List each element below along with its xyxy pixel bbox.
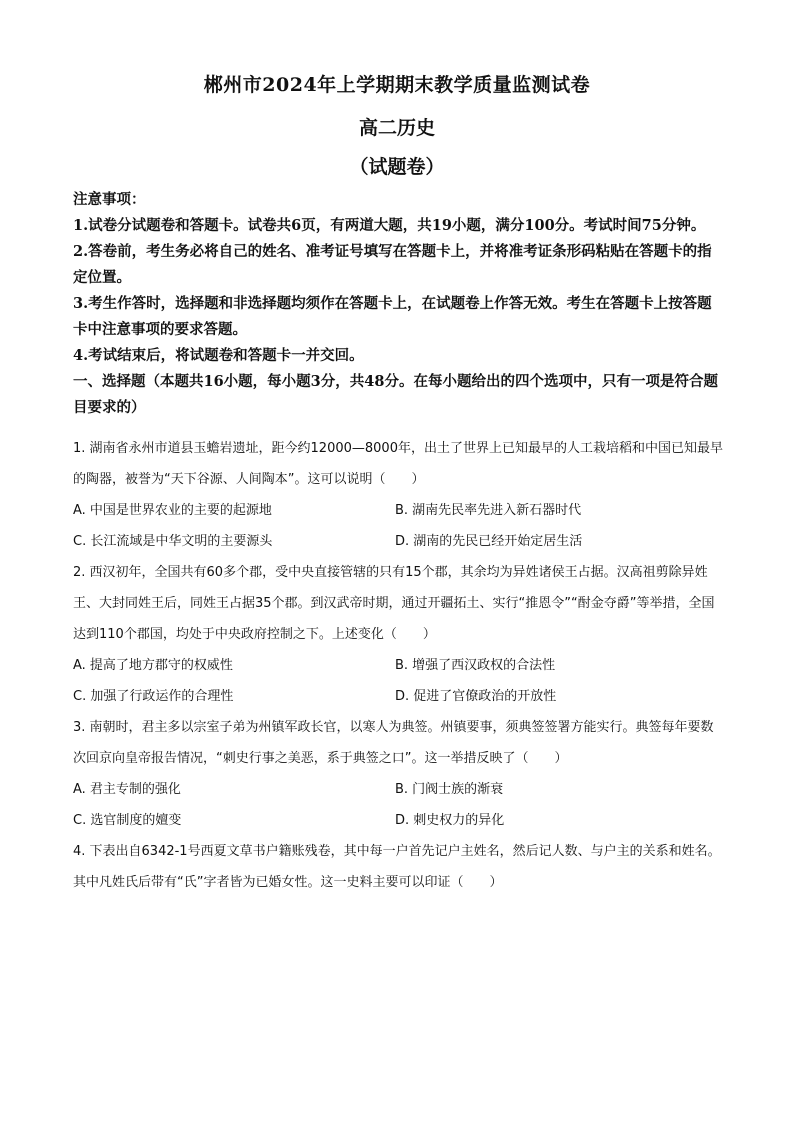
notes-section: [73, 187, 723, 421]
option-row: [73, 805, 723, 836]
option-b: B. 增强了西汉政权的合法性: [395, 658, 556, 673]
question-stem: 4. 下表出自6342-1号西夏文草书户籍账残卷，其中每一户首先记户主姓名，然后记人数、与户主的关系和姓名。其中凡姓氏后带有“氏”字者皆为已婚女性。这一史料主要可以印证（ ）: [73, 844, 721, 890]
option-row: [73, 681, 723, 712]
question-block: [73, 433, 723, 898]
question-stem: 2. 西汉初年，全国共有60多个郡，受中央直接管辖的只有15个郡，其余均为异姓诸侯王占据。汉高祖剪除异姓王、大封同姓王后，同姓王占据35个郡。到汉武帝时期，通过开疆拓土、实行“推恩令”“酎金夺爵”等举措，全国达到110个郡国，均处于中央政府控制之下。上述变化（ ）: [73, 565, 715, 642]
option-c: C. 选官制度的嬗变: [73, 813, 182, 828]
option-row: [73, 526, 723, 557]
section-heading: 一、选择题（本题共16小题，每小题3分，共48分。在每小题给出的四个选项中，只有一项是符合题目要求的）: [73, 373, 718, 416]
option-d: D. 湖南的先民已经开始定居生活: [395, 534, 583, 549]
option-a: A. 提高了地方郡守的权威性: [73, 658, 233, 673]
question-stem: 1. 湖南省永州市道县玉蟾岩遗址，距今约12000—8000年，出土了世界上已知最早的人工栽培稻和中国已知最早的陶器，被誉为“天下谷源、人间陶本”。这可以说明（ ）: [73, 441, 723, 487]
notes-heading: 注意事项：: [73, 191, 146, 208]
option-b: B. 湖南先民率先进入新石器时代: [395, 503, 582, 518]
subject-title: 高二历史: [358, 117, 435, 139]
note-item: 4.考试结束后，将试题卷和答题卡一并交回。: [73, 347, 364, 364]
option-b: B. 门阀士族的渐衰: [395, 782, 504, 797]
option-a: A. 中国是世界农业的主要的起源地: [73, 503, 272, 518]
option-c: C. 长江流域是中华文明的主要源头: [73, 534, 273, 549]
option-row: [73, 650, 723, 681]
option-a: A. 君主专制的强化: [73, 782, 181, 797]
option-d: D. 刺史权力的异化: [395, 813, 505, 828]
paper-subtitle: （试题卷）: [349, 156, 445, 178]
option-c: C. 加强了行政运作的合理性: [73, 689, 234, 704]
note-item: 2.答卷前，考生务必将自己的姓名、准考证号填写在答题卡上，并将准考证条形码粘贴在答题卡的指定位置。: [73, 243, 712, 286]
option-row: [73, 774, 723, 805]
option-row: [73, 495, 723, 526]
option-d: D. 促进了官僚政治的开放性: [395, 689, 557, 704]
question-stem: 3. 南朝时，君主多以宗室子弟为州镇军政长官，以寒人为典签。州镇要事，须典签签署方能实行。典签每年要数次回京向皇帝报告情况，“刺史行事之美恶，系于典签之口”。这一举措反映了（ ）: [73, 720, 714, 766]
note-item: 1.试卷分试题卷和答题卡。试卷共6页，有两道大题，共19小题，满分100分。考试时间75分钟。: [73, 217, 706, 234]
exam-title: 郴州市2024年上学期期末教学质量监测试卷: [203, 74, 591, 96]
note-item: 3.考生作答时，选择题和非选择题均须作在答题卡上，在试题卷上作答无效。考生在答题卡上按答题卡中注意事项的要求答题。: [73, 295, 712, 338]
